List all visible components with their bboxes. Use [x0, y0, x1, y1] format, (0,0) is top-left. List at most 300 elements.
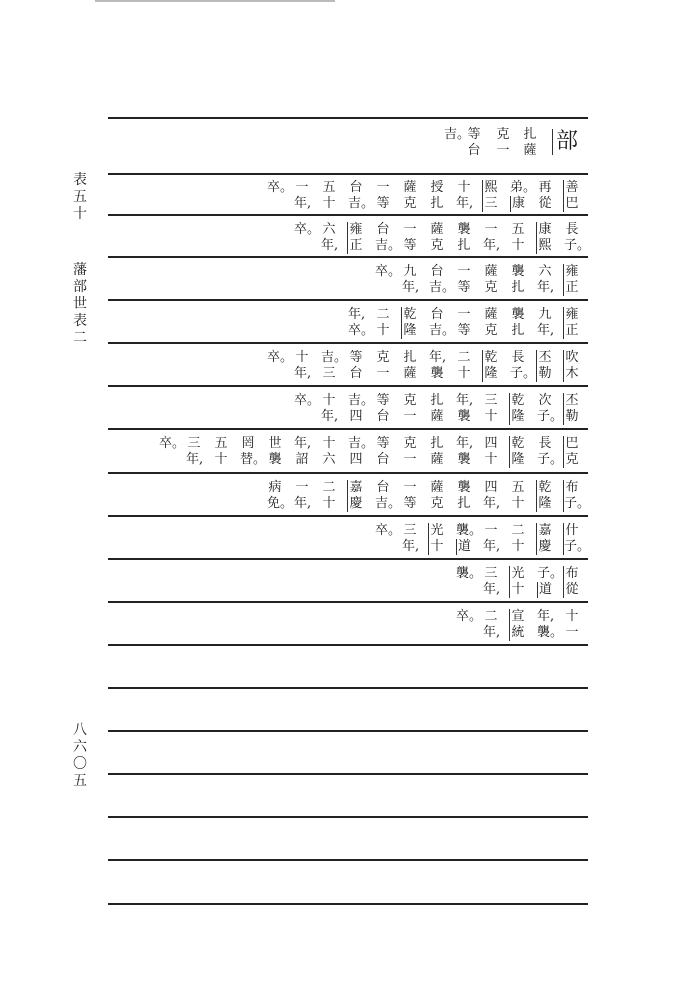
cell-line: 六	[538, 264, 552, 279]
margin-char: 表	[73, 313, 87, 329]
cell-line: 扎	[511, 280, 525, 295]
cell-line: 十	[511, 539, 525, 554]
cell-line: 十	[484, 409, 498, 424]
margin-table-number	[68, 172, 92, 223]
cell-line: 隆	[403, 323, 417, 338]
cell-line: 一	[295, 480, 309, 495]
cell-line: 一	[457, 307, 471, 322]
cell-line: 年,	[483, 625, 501, 640]
table-cell	[483, 436, 499, 468]
table-cell	[402, 523, 418, 555]
cell-line: 吉。	[444, 127, 471, 142]
cell-line: 宣	[511, 609, 525, 624]
cell-line: 卒。	[267, 180, 294, 195]
cell-line: 一	[565, 625, 579, 640]
page-number-char: 五	[73, 773, 87, 789]
table-cell	[537, 436, 564, 468]
cell-line: 十	[511, 238, 525, 253]
cell-line: 襲。	[456, 566, 483, 581]
cell-line: 四	[484, 480, 498, 495]
margin-char: 部	[73, 279, 87, 295]
cell-line: 克	[484, 280, 498, 295]
table-cell	[402, 436, 418, 468]
table-cell	[294, 436, 310, 468]
cell-line: 康	[511, 196, 525, 211]
table-cell	[456, 180, 472, 212]
cell-line: 吉。	[348, 196, 375, 211]
table-cell	[456, 264, 472, 296]
cell-line: 薩	[484, 307, 498, 322]
cell-line: 襲	[511, 264, 525, 279]
cell-line: 十	[484, 452, 498, 467]
table-cell	[563, 307, 580, 339]
cell-line: 襲	[268, 452, 282, 467]
table-cell	[402, 180, 418, 212]
table-cell	[456, 566, 483, 582]
cell-line: 襲。	[456, 523, 483, 538]
cell-line: 雍	[565, 307, 579, 322]
cell-line: 吉。	[348, 436, 375, 451]
table-cell	[456, 480, 472, 512]
cell-line: 光	[430, 523, 444, 538]
cell-line: 年,	[294, 196, 312, 211]
cell-line: 吉。	[375, 238, 402, 253]
cell-line: 十	[376, 323, 390, 338]
cell-line: 克	[496, 127, 510, 142]
cell-line: 扎	[430, 393, 444, 408]
cell-line: 乾	[484, 350, 498, 365]
cell-line: 長	[538, 436, 552, 451]
cell-line: 次	[538, 393, 552, 408]
table-row	[108, 609, 588, 649]
cell-line: 雍	[565, 264, 579, 279]
cell-line: 正	[349, 238, 363, 253]
cell-line: 五	[322, 180, 336, 195]
table-cell	[375, 180, 391, 212]
margin-char: 世	[73, 296, 87, 312]
table-cell	[483, 523, 499, 555]
cell-line: 克	[565, 452, 579, 467]
margin-char: 表	[73, 172, 87, 188]
cell-line: 年,	[483, 582, 501, 597]
cell-line: 卒。	[267, 350, 294, 365]
cell-line: 慶	[349, 496, 363, 511]
cell-line: 克	[430, 496, 444, 511]
table-rule	[108, 687, 588, 689]
cell-line: 年,	[456, 196, 474, 211]
table-row	[108, 523, 591, 563]
cell-line: 等	[349, 350, 363, 365]
table-cell	[267, 350, 294, 366]
cell-line: 年,	[348, 307, 366, 322]
cell-line: 吉。	[429, 280, 456, 295]
header-cell	[495, 127, 511, 159]
table-row	[108, 350, 588, 390]
cell-line: 二	[457, 350, 471, 365]
cell-line: 襲	[457, 480, 471, 495]
cell-line: 卒。	[294, 222, 321, 237]
margin-char: 十	[73, 206, 87, 222]
table-cell	[456, 307, 472, 339]
cell-line: 正	[565, 280, 579, 295]
cell-line: 嘉	[538, 523, 552, 538]
cell-line: 四	[484, 436, 498, 451]
table-cell	[429, 393, 445, 425]
cell-line: 薩	[430, 480, 444, 495]
cell-line: 吉。	[375, 496, 402, 511]
margin-char: 藩	[73, 262, 87, 278]
cell-line: 扎	[430, 196, 444, 211]
table-cell	[429, 222, 445, 254]
cell-line: 慶	[538, 539, 552, 554]
cell-line: 襲。	[537, 625, 564, 640]
table-cell	[375, 393, 391, 425]
margin-section-title	[68, 262, 92, 347]
cell-line: 襲	[430, 366, 444, 381]
table-cell	[456, 350, 472, 382]
cell-line: 年,	[483, 539, 501, 554]
table-cell	[537, 609, 564, 641]
cell-line: 乾	[511, 436, 525, 451]
cell-line: 正	[565, 323, 579, 338]
cell-line: 一	[484, 222, 498, 237]
cell-line: 免。	[267, 496, 294, 511]
table-cell	[510, 264, 526, 296]
table-cell	[429, 180, 445, 212]
table-row	[108, 222, 591, 262]
cell-line: 年,	[186, 452, 204, 467]
cell-line: 從	[538, 196, 552, 211]
cell-line: 年,	[483, 496, 501, 511]
table-cell	[213, 436, 229, 468]
cell-line: 子。	[564, 238, 591, 253]
cell-line: 五	[511, 480, 525, 495]
cell-line: 等	[467, 127, 481, 142]
cell-line: 等	[376, 436, 390, 451]
cell-line: 一	[403, 480, 417, 495]
table-cell	[536, 222, 553, 254]
cell-line: 薩	[403, 180, 417, 195]
table-cell	[321, 180, 337, 212]
cell-line: 薩	[403, 366, 417, 381]
table-cell	[483, 480, 499, 512]
table-cell	[537, 307, 553, 339]
cell-line: 十	[322, 436, 336, 451]
cell-line: 布	[565, 480, 579, 495]
cell-line: 等	[376, 393, 390, 408]
table-cell	[321, 350, 348, 382]
table-row	[108, 436, 588, 476]
cell-line: 年,	[537, 280, 555, 295]
cell-line: 等	[376, 196, 390, 211]
table-cell	[348, 307, 375, 339]
cell-line: 一	[484, 523, 498, 538]
cell-line: 五	[511, 222, 525, 237]
table-cell	[510, 523, 526, 555]
cell-line: 丕	[538, 350, 552, 365]
table-cell	[563, 350, 580, 382]
table-cell	[456, 222, 472, 254]
table-cell	[402, 480, 418, 512]
table-cell	[563, 436, 580, 468]
cell-line: 年,	[456, 393, 474, 408]
table-cell	[294, 480, 310, 512]
cell-line: 乾	[511, 393, 525, 408]
cell-line: 薩	[430, 452, 444, 467]
cell-line: 十	[511, 496, 525, 511]
table-cell	[483, 566, 499, 598]
cell-line: 扎	[457, 238, 471, 253]
cell-line: 三	[322, 366, 336, 381]
cell-line: 台	[349, 180, 363, 195]
cell-line: 三	[484, 196, 498, 211]
cell-line: 嘉	[349, 480, 363, 495]
table-cell	[402, 393, 418, 425]
cell-line: 一	[457, 264, 471, 279]
cell-line: 一	[376, 180, 390, 195]
cell-line: 二	[484, 609, 498, 624]
cell-line: 詔	[295, 452, 309, 467]
table-cell	[456, 393, 472, 425]
scan-edge-mark	[95, 0, 335, 2]
page-number	[68, 722, 92, 790]
cell-line: 十	[457, 180, 471, 195]
cell-line: 年,	[456, 436, 474, 451]
page-number-char: 〇	[73, 756, 87, 772]
cell-line: 年,	[294, 436, 312, 451]
table-cell	[509, 436, 526, 468]
table-cell	[510, 180, 537, 212]
cell-line: 等	[457, 323, 471, 338]
cell-line: 隆	[511, 409, 525, 424]
table-cell	[563, 180, 580, 212]
margin-char: 二	[73, 330, 87, 346]
table-cell	[429, 264, 456, 296]
table-cell	[510, 307, 526, 339]
cell-line: 扎	[457, 496, 471, 511]
cell-line: 吹	[565, 350, 579, 365]
table-cell	[537, 180, 553, 212]
table-rule	[108, 730, 588, 732]
cell-line: 康	[538, 222, 552, 237]
table-cell	[564, 609, 580, 641]
cell-line: 乾	[403, 307, 417, 322]
cell-line: 替。	[240, 452, 267, 467]
cell-line: 襲	[457, 409, 471, 424]
cell-line: 勒	[565, 409, 579, 424]
table-cell	[348, 180, 375, 212]
cell-line: 扎	[523, 127, 537, 142]
cell-line: 三	[403, 523, 417, 538]
table-cell	[348, 350, 364, 382]
table-cell	[509, 393, 526, 425]
table-cell	[267, 480, 294, 512]
cell-line: 雍	[349, 222, 363, 237]
cell-line: 光	[511, 566, 525, 581]
table-cell	[321, 436, 337, 468]
cell-line: 克	[484, 323, 498, 338]
cell-line: 等	[457, 280, 471, 295]
table-cell	[564, 222, 591, 254]
table-cell	[159, 436, 186, 452]
table-cell	[267, 180, 294, 196]
cell-line: 病	[268, 480, 282, 495]
cell-line: 年,	[429, 350, 447, 365]
table-row	[108, 180, 588, 220]
cell-line: 克	[376, 350, 390, 365]
table-cell	[348, 436, 375, 468]
cell-line: 薩	[430, 222, 444, 237]
table-cell	[375, 523, 402, 539]
cell-line: 一	[295, 180, 309, 195]
cell-line: 卒。	[348, 323, 375, 338]
cell-line: 台	[376, 480, 390, 495]
cell-line: 什	[565, 523, 579, 538]
table-cell	[347, 480, 364, 512]
cell-line: 台	[467, 143, 481, 158]
cell-line: 十	[511, 582, 525, 597]
cell-line: 十	[295, 350, 309, 365]
cell-line: 子。	[537, 409, 564, 424]
table-cell	[375, 307, 391, 339]
cell-line: 年,	[402, 280, 420, 295]
table-cell	[375, 436, 391, 468]
cell-line: 薩	[523, 143, 537, 158]
table-cell	[321, 480, 337, 512]
section-title: 部	[552, 129, 578, 155]
cell-line: 年,	[483, 238, 501, 253]
table-cell	[402, 264, 418, 296]
cell-line: 丕	[565, 393, 579, 408]
table-cell	[429, 436, 445, 468]
table-cell	[482, 180, 499, 212]
table-cell	[536, 480, 553, 512]
cell-line: 子。	[537, 566, 564, 581]
cell-line: 台	[376, 409, 390, 424]
cell-line: 卒。	[375, 264, 402, 279]
cell-line: 善	[565, 180, 579, 195]
table-cell	[294, 393, 321, 409]
cell-line: 六	[322, 222, 336, 237]
table-cell	[536, 350, 553, 382]
table-cell	[429, 307, 456, 339]
cell-line: 布	[565, 566, 579, 581]
table-cell	[510, 480, 526, 512]
cell-line: 克	[403, 196, 417, 211]
cell-line: 年,	[321, 409, 339, 424]
cell-line: 乾	[538, 480, 552, 495]
table-cell	[483, 222, 499, 254]
cell-line: 台	[430, 307, 444, 322]
header-cell	[522, 127, 538, 159]
cell-line: 一	[403, 222, 417, 237]
cell-line: 二	[511, 523, 525, 538]
table-cell	[456, 436, 472, 468]
cell-line: 四	[349, 452, 363, 467]
cell-line: 十	[457, 366, 471, 381]
cell-line: 木	[565, 366, 579, 381]
cell-line: 十	[322, 393, 336, 408]
table-cell	[321, 393, 337, 425]
table-cell	[563, 393, 580, 425]
table-row	[108, 307, 588, 347]
table-cell	[509, 609, 526, 641]
table-cell	[537, 393, 564, 425]
cell-line: 道	[457, 539, 471, 554]
cell-line: 卒。	[159, 436, 186, 451]
margin-char: 五	[73, 189, 87, 205]
cell-line: 扎	[403, 350, 417, 365]
table-rule	[108, 859, 588, 861]
cell-line: 巴	[565, 436, 579, 451]
table-row	[108, 264, 588, 304]
cell-line: 從	[565, 582, 579, 597]
table-cell	[402, 222, 418, 254]
table-cell	[267, 436, 283, 468]
table-cell	[402, 350, 418, 382]
table-rule	[108, 903, 588, 905]
cell-line: 台	[349, 366, 363, 381]
cell-line: 九	[403, 264, 417, 279]
cell-line: 台	[430, 264, 444, 279]
table-cell	[510, 222, 526, 254]
cell-line: 十	[430, 539, 444, 554]
table-header-row	[108, 127, 588, 167]
page-number-char: 六	[73, 739, 87, 755]
cell-line: 熙	[484, 180, 498, 195]
cell-line: 吉。	[348, 393, 375, 408]
cell-line: 道	[538, 582, 552, 597]
cell-line: 年,	[321, 238, 339, 253]
table-cell	[375, 350, 391, 382]
cell-line: 十	[214, 452, 228, 467]
table-cell	[456, 609, 483, 625]
cell-line: 等	[403, 496, 417, 511]
cell-line: 子。	[537, 452, 564, 467]
cell-line: 三	[187, 436, 201, 451]
cell-line: 隆	[538, 496, 552, 511]
cell-line: 世	[268, 436, 282, 451]
cell-line: 年,	[402, 539, 420, 554]
cell-line: 二	[376, 307, 390, 322]
table-rule	[108, 773, 588, 775]
table-cell	[321, 222, 337, 254]
table-cell	[536, 523, 553, 555]
table-cell	[186, 436, 202, 468]
cell-line: 授	[430, 180, 444, 195]
table-cell	[401, 307, 418, 339]
cell-line: 薩	[430, 409, 444, 424]
table-cell	[563, 523, 591, 555]
cell-line: 罔	[241, 436, 255, 451]
table-cell	[456, 523, 483, 555]
cell-line: 襲	[457, 452, 471, 467]
table-cell	[482, 350, 499, 382]
cell-line: 九	[538, 307, 552, 322]
cell-line: 長	[565, 222, 579, 237]
cell-line: 三	[484, 566, 498, 581]
cell-line: 隆	[511, 452, 525, 467]
table-cell	[375, 222, 402, 254]
cell-line: 統	[511, 625, 525, 640]
cell-line: 年,	[537, 609, 555, 624]
table-cell	[294, 350, 310, 382]
cell-line: 十	[322, 196, 336, 211]
cell-line: 吉。	[429, 323, 456, 338]
table-cell	[510, 350, 537, 382]
table-cell	[294, 180, 310, 212]
cell-line: 薩	[484, 264, 498, 279]
